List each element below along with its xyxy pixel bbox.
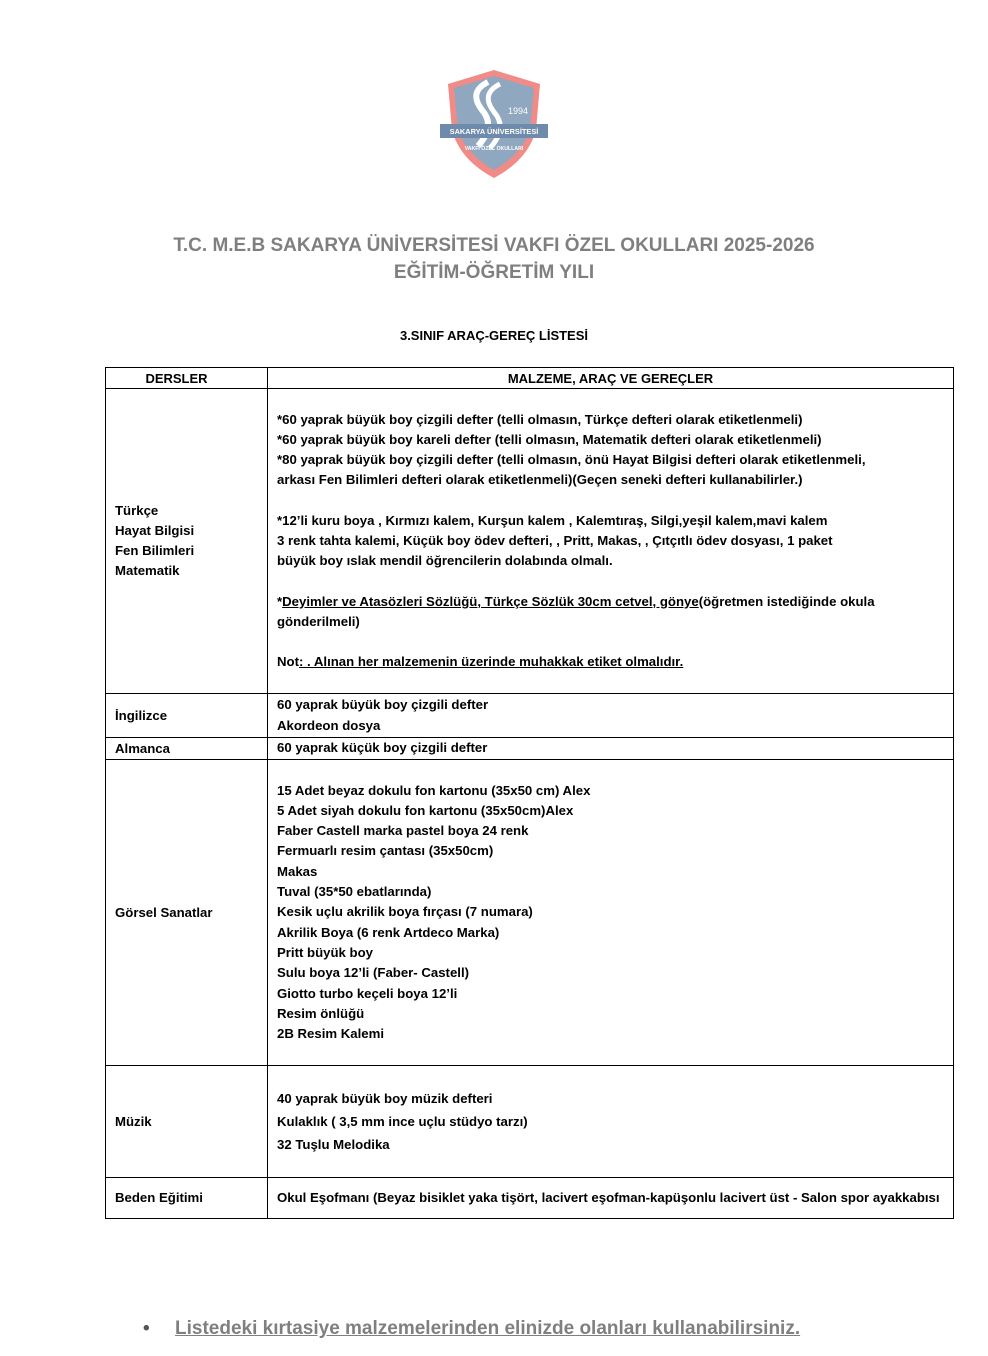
items-cell: [268, 760, 954, 1066]
item-line: Okul Eşofmanı (Beyaz bisiklet yaka tişört, lacivert eşofman-kapüşonlu lacivert üst - Salon spor ayakkabısı: [277, 1189, 940, 1205]
item-line: Resim önlüğü: [277, 1005, 365, 1021]
item-line: 3 renk tahta kalemi, Küçük boy ödev defteri, , Pritt, Makas, , Çıtçıtlı ödev dosyası, 1 paket: [277, 533, 833, 548]
footer-text: Listedeki kırtasiye malzemelerinden elinizde olanları kullanabilirsiniz.: [175, 1318, 801, 1339]
school-logo: [438, 68, 550, 180]
item-line: Akordeon dosya: [277, 717, 381, 733]
subject-name: Türkçe: [115, 503, 159, 518]
table-row: [106, 1066, 954, 1178]
items-cell: [268, 1066, 954, 1178]
item-line: 32 Tuşlu Melodika: [277, 1137, 390, 1152]
item-line: gönderilmeli): [277, 613, 360, 629]
note-line: [277, 652, 953, 672]
item-line: Faber Castell marka pastel boya 24 renk: [277, 823, 529, 839]
item-line: Tuval (35*50 ebatlarında): [277, 884, 432, 900]
subject-name: Matematik: [115, 563, 180, 578]
dictionary-star: *: [277, 593, 283, 609]
column-header-subjects: DERSLER: [106, 368, 268, 389]
item-line: *12’li kuru boya , Kırmızı kalem, Kurşun kalem , Kalemtıraş, Silgi,yeşil kalem,mavi kalem: [277, 512, 828, 528]
subject-cell: Beden Eğitimi: [106, 1178, 268, 1219]
subject-cell: Almanca: [106, 738, 268, 760]
item-line: *60 yaprak büyük boy çizgili defter (telli olmasın, Türkçe defteri olarak etiketlenmeli): [277, 411, 803, 427]
note-label: Not: [277, 654, 299, 670]
item-line: Pritt büyük boy: [277, 944, 373, 960]
table-row: [106, 738, 954, 760]
document-title-line-2: EĞİTİM-ÖĞRETİM YILI: [393, 262, 595, 283]
item-line: Makas: [277, 863, 318, 879]
dictionary-line: [277, 592, 953, 612]
note-text: : . Alınan her malzemenin üzerinde muhakkak etiket olmalıdır.: [298, 654, 684, 670]
table-header-row: [106, 368, 954, 389]
bullet-icon: •: [143, 1318, 150, 1339]
subject-cell: İngilizce: [106, 694, 268, 738]
table-row: [106, 694, 954, 738]
item-line: 40 yaprak büyük boy müzik defteri: [277, 1091, 493, 1106]
item-line: *60 yaprak büyük boy kareli defter (telli olmasın, Matematik defteri olarak etiketlenmeli): [277, 431, 822, 447]
item-line: Kulaklık ( 3,5 mm ince uçlu stüdyo tarzı): [277, 1114, 528, 1129]
subject-name: Fen Bilimleri: [115, 543, 195, 558]
subject-cell: Müzik: [106, 1066, 268, 1178]
subject-cell: [106, 389, 268, 694]
logo-year: 1994: [507, 106, 529, 116]
item-line: 60 yaprak büyük boy çizgili defter: [277, 697, 489, 713]
item-line: 2B Resim Kalemi: [277, 1026, 385, 1042]
items-cell: [268, 1178, 954, 1219]
item-line: büyük boy ıslak mendil öğrencilerin dolabında olmalı.: [277, 553, 613, 569]
list-subtitle: 3.SINIF ARAÇ-GEREÇ LİSTESİ: [399, 328, 589, 343]
logo-banner-text: SAKARYA ÜNİVERSİTESİ: [449, 127, 539, 136]
dictionary-underlined-text: Deyimler ve Atasözleri Sözlüğü, Türkçe Sözlük 30cm cetvel, gönye: [282, 593, 699, 609]
logo-motto-text: VAKFI ÖZEL OKULLARI: [464, 146, 524, 152]
dictionary-rest-text: (öğretmen istediğinde okula: [698, 593, 875, 609]
subject-name: Hayat Bilgisi: [115, 523, 195, 538]
items-cell: [268, 389, 954, 694]
item-line: arkası Fen Bilimleri defteri olarak etiketlenmeli)(Geçen seneki defteri kullanabilirler.): [277, 472, 803, 488]
item-line: 5 Adet siyah dokulu fon kartonu (35x50cm)Alex: [277, 802, 574, 818]
table-row: [106, 760, 954, 1066]
subject-cell: Görsel Sanatlar: [106, 760, 268, 1066]
document-title-line-1: T.C. M.E.B SAKARYA ÜNİVERSİTESİ VAKFI ÖZEL OKULLARI 2025-2026: [173, 235, 815, 256]
supplies-table: [105, 367, 954, 1219]
items-cell: [268, 694, 954, 738]
item-line: Akrilik Boya (6 renk Artdeco Marka): [277, 924, 500, 940]
items-cell: [268, 738, 954, 760]
table-row: [106, 1178, 954, 1219]
footer-note: [143, 1318, 800, 1340]
item-line: 60 yaprak küçük boy çizgili defter: [277, 740, 488, 756]
item-line: Sulu boya 12’li (Faber- Castell): [277, 965, 469, 981]
item-line: Fermuarlı resim çantası (35x50cm): [277, 843, 494, 859]
table-row: [106, 389, 954, 694]
item-line: Kesik uçlu akrilik boya fırçası (7 numara): [277, 904, 533, 920]
item-line: 15 Adet beyaz dokulu fon kartonu (35x50 cm) Alex: [277, 782, 591, 798]
item-line: Giotto turbo keçeli boya 12’li: [277, 985, 458, 1001]
column-header-items: MALZEME, ARAÇ VE GEREÇLER: [268, 368, 954, 389]
item-line: *80 yaprak büyük boy çizgili defter (telli olmasın, önü Hayat Bilgisi defteri olarak etiketlenmeli,: [277, 452, 866, 468]
